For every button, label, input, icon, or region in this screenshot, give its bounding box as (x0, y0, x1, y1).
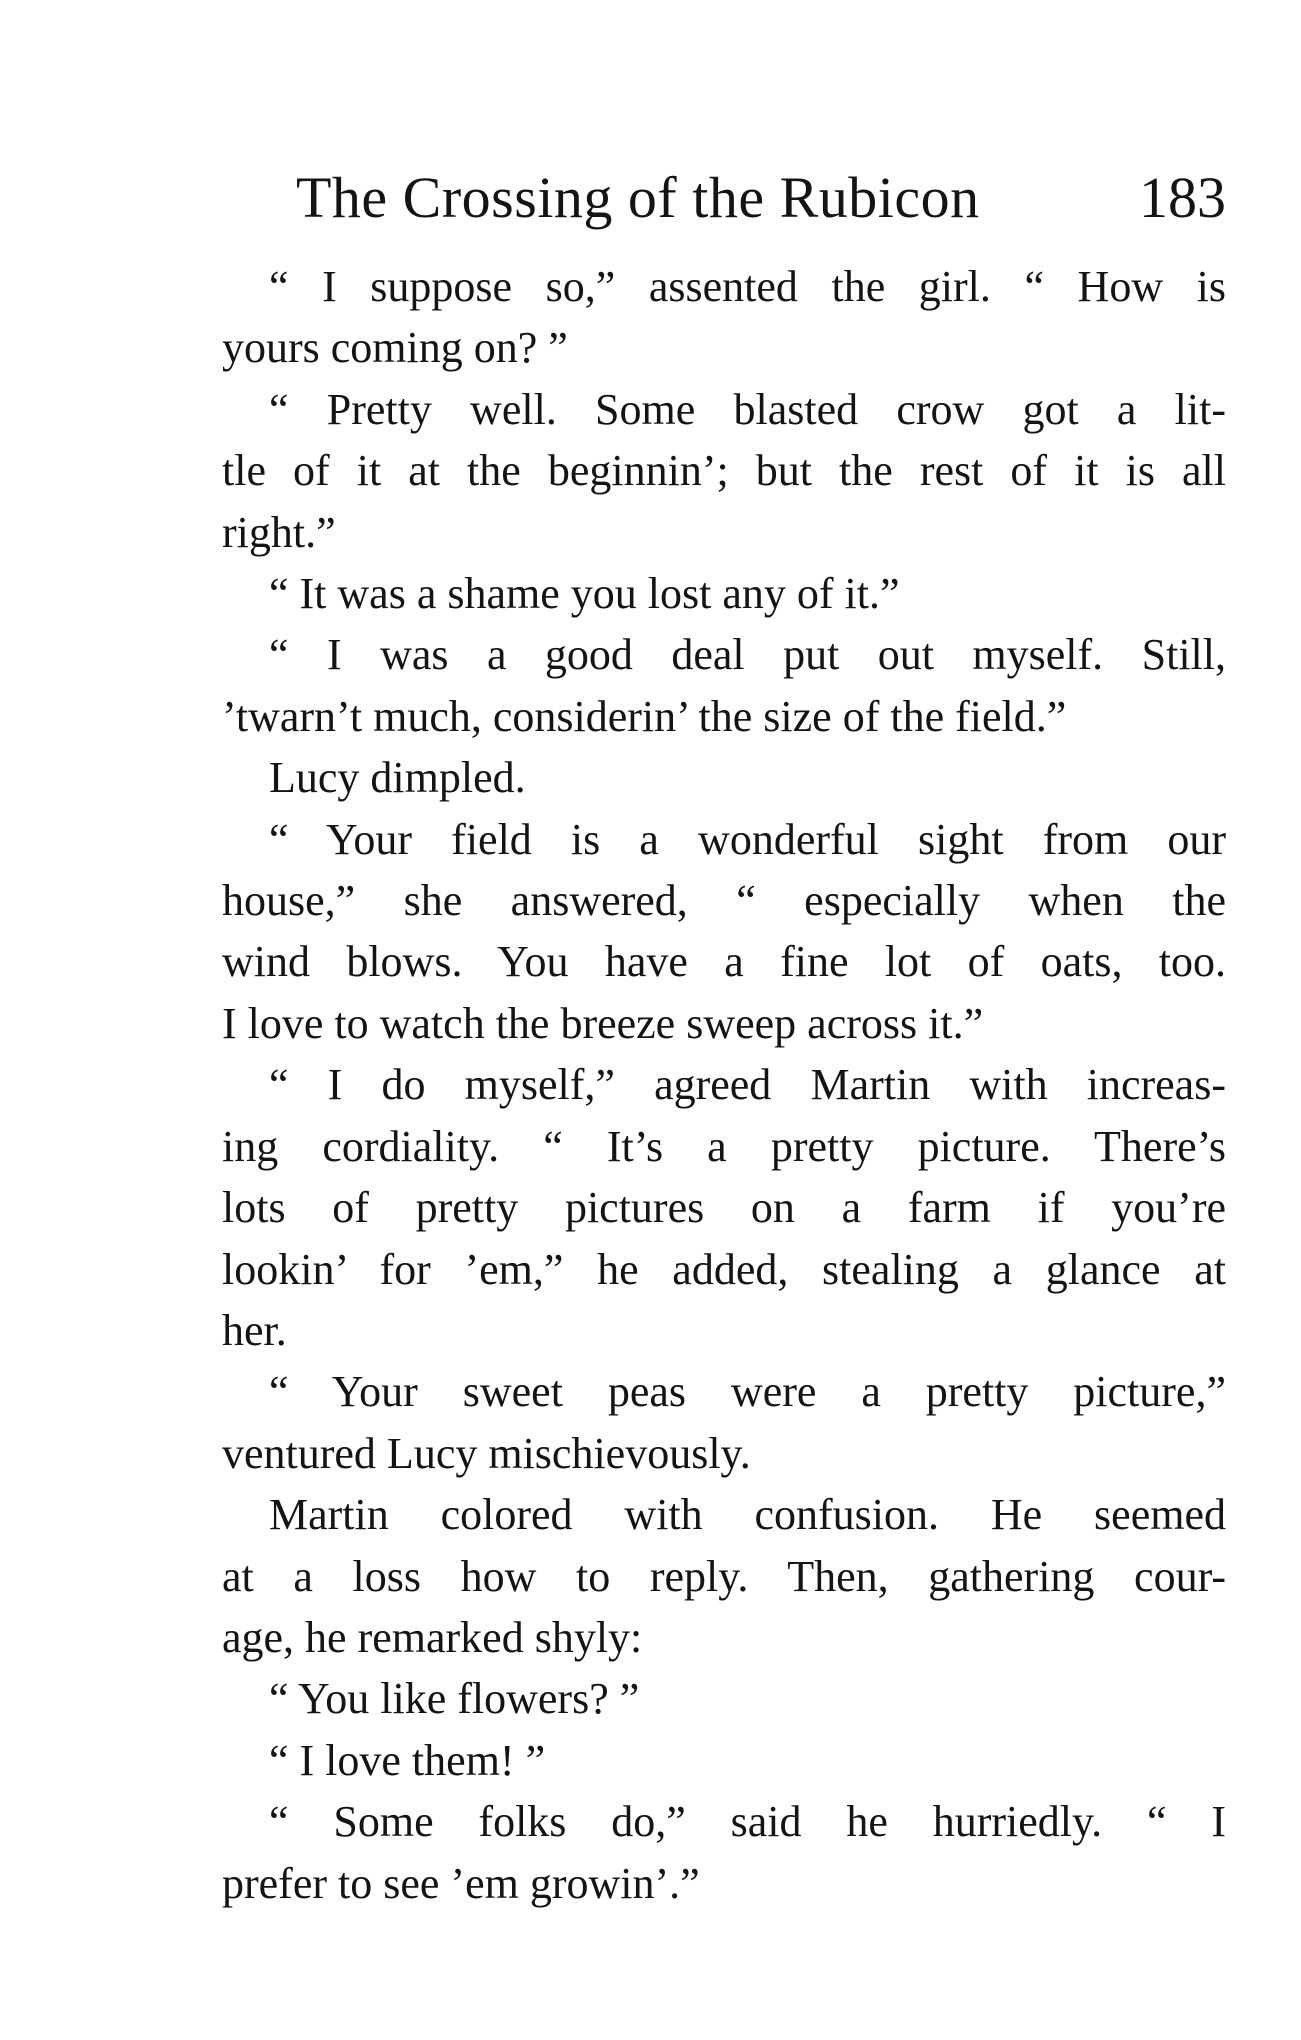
text-line: age, he remarked shyly: (222, 1612, 643, 1662)
text-line: lots of pretty pictures on a farm if you’re (222, 1183, 1226, 1233)
text-line: ’twarn’t much, considerin’ the size of the field.” (222, 691, 1067, 741)
text-line: ing cordiality. “ It’s a pretty picture. There’s (222, 1121, 1226, 1171)
paragraph (222, 563, 1226, 624)
page-header (296, 158, 1226, 238)
text-line: wind blows. You have a fine lot of oats, too. (222, 937, 1226, 987)
text-line: Lucy dimpled. (269, 753, 526, 803)
body-text (222, 256, 1226, 1914)
paragraph (222, 747, 1226, 808)
paragraph (222, 1730, 1226, 1791)
text-line: “ You like flowers? ” (269, 1674, 640, 1724)
text-line: Martin colored with confusion. He seemed (269, 1490, 1226, 1540)
text-line: “ I do myself,” agreed Martin with increas- (269, 1060, 1226, 1110)
text-line: I love to watch the breeze sweep across it.” (222, 998, 984, 1048)
paragraph (222, 1054, 1226, 1361)
text-line: “ Pretty well. Some blasted crow got a lit- (269, 384, 1226, 434)
text-line: “ Your field is a wonderful sight from our (269, 814, 1226, 864)
text-line: ventured Lucy mischievously. (222, 1428, 751, 1478)
text-line: at a loss how to reply. Then, gathering cour- (222, 1551, 1226, 1601)
page-number: 183 (1139, 165, 1226, 230)
text-line: lookin’ for ’em,” he added, stealing a glance at (222, 1244, 1226, 1294)
text-line: “ I love them! ” (269, 1735, 546, 1785)
text-line: her. (222, 1305, 287, 1355)
paragraph (222, 379, 1226, 563)
text-line: prefer to see ’em growin’.” (222, 1858, 700, 1908)
text-line: house,” she answered, “ especially when the (222, 876, 1226, 926)
text-line: tle of it at the beginnin’; but the rest of it is all (222, 446, 1226, 496)
text-line: right.” (222, 507, 336, 557)
paragraph (222, 624, 1226, 747)
text-line: “ I was a good deal put out myself. Still, (269, 630, 1226, 680)
text-line: “ I suppose so,” assented the girl. “ How is (269, 262, 1226, 311)
paragraph (222, 809, 1226, 1055)
text-line: “ Some folks do,” said he hurriedly. “ I (269, 1797, 1226, 1847)
text-line: “ Your sweet peas were a pretty picture,” (269, 1367, 1226, 1417)
paragraph (222, 1484, 1226, 1668)
text-line: “ It was a shame you lost any of it.” (269, 569, 900, 619)
paragraph (222, 1668, 1226, 1729)
running-title: The Crossing of the Rubicon (296, 165, 980, 230)
paragraph (222, 1361, 1226, 1484)
text-line: yours coming on? ” (222, 323, 568, 373)
paragraph (222, 1791, 1226, 1914)
paragraph (222, 256, 1226, 379)
